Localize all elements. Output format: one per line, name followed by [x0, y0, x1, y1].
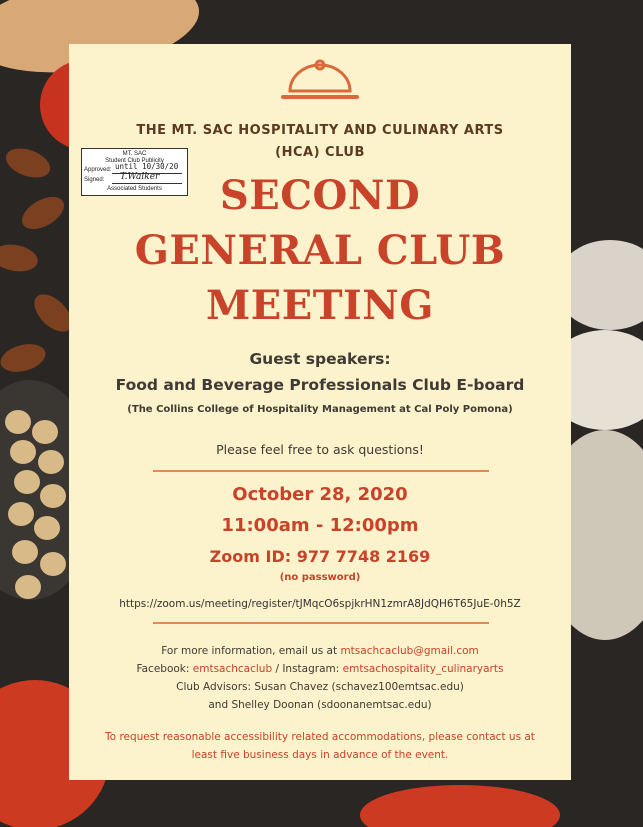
- guest-college: (The Collins College of Hospitality Management at Cal Poly Pomona): [127, 404, 513, 415]
- meeting-time: 11:00am - 12:00pm: [221, 515, 419, 536]
- chickpea-image: [40, 552, 66, 576]
- email-prefix: For more information, email us at: [161, 645, 341, 657]
- accessibility-line: To request reasonable accessibility related accommodations, please contact us at: [105, 731, 535, 743]
- stamp-signed-label: Signed:: [84, 177, 105, 183]
- chickpea-image: [15, 575, 41, 599]
- meeting-title: [99, 168, 541, 333]
- social-line: [89, 660, 551, 678]
- club-name-line: (HCA) CLUB: [275, 145, 365, 160]
- almond-image: [0, 339, 49, 376]
- chickpea-image: [38, 450, 64, 474]
- chickpea-image: [10, 440, 36, 464]
- chickpea-image: [8, 502, 34, 526]
- title-line: GENERAL CLUB: [134, 227, 506, 274]
- almond-image: [0, 241, 40, 275]
- title-line: SECOND: [219, 172, 421, 219]
- stamp-signature: T.Walker: [120, 172, 160, 182]
- title-line: MEETING: [206, 282, 434, 329]
- zoom-registration-link[interactable]: https://zoom.us/meeting/register/tJMqcO6spjkrHN1zmrA8JdQH6T65JuE-0h5Z: [119, 598, 521, 610]
- instagram-label: / Instagram:: [272, 663, 343, 675]
- facebook-link[interactable]: emtsachcaclub: [192, 663, 273, 675]
- chickpea-image: [12, 540, 38, 564]
- stamp-heading: Student Club Publicity: [105, 158, 164, 164]
- chickpea-image: [5, 410, 31, 434]
- pepper-image: [360, 785, 560, 827]
- stamp-footer: Associated Students: [107, 186, 162, 192]
- contact-info: [89, 642, 551, 714]
- flyer: [69, 44, 571, 780]
- zoom-id: Zoom ID: 977 7748 2169: [209, 547, 431, 566]
- meeting-date: October 28, 2020: [232, 484, 408, 505]
- advisors-line: Club Advisors: Susan Chavez (schavez100emtsac.edu): [176, 681, 464, 693]
- no-password-note: (no password): [279, 572, 361, 583]
- guest-speakers-label: Guest speakers:: [249, 350, 391, 368]
- club-name-line: THE MT. SAC HOSPITALITY AND CULINARY ARTS: [136, 123, 504, 138]
- chickpea-image: [40, 484, 66, 508]
- accessibility-note: [95, 728, 545, 764]
- instagram-link[interactable]: emtsachospitality_culinaryarts: [342, 663, 504, 675]
- chickpea-image: [14, 470, 40, 494]
- cloche-icon: [280, 58, 360, 102]
- chickpea-image: [32, 420, 58, 444]
- stamp-approved-value: until 10/30/20: [115, 162, 179, 171]
- stamp-heading: MT. SAC: [122, 151, 147, 157]
- stamp-approved-label: Approved:: [84, 167, 112, 173]
- divider: [153, 470, 489, 472]
- facebook-label: Facebook:: [136, 663, 193, 675]
- email-link[interactable]: mtsachcaclub@gmail.com: [340, 645, 479, 657]
- almond-image: [2, 143, 54, 183]
- almond-image: [17, 190, 70, 236]
- advisors-line: and Shelley Doonan (sdoonanemtsac.edu): [208, 699, 432, 711]
- email-line: [89, 642, 551, 660]
- questions-note: Please feel free to ask questions!: [216, 442, 424, 457]
- accessibility-line: least five business days in advance of the event.: [191, 749, 449, 761]
- chickpea-image: [34, 516, 60, 540]
- guest-organization: Food and Beverage Professionals Club E-board: [115, 376, 525, 394]
- divider: [153, 622, 489, 624]
